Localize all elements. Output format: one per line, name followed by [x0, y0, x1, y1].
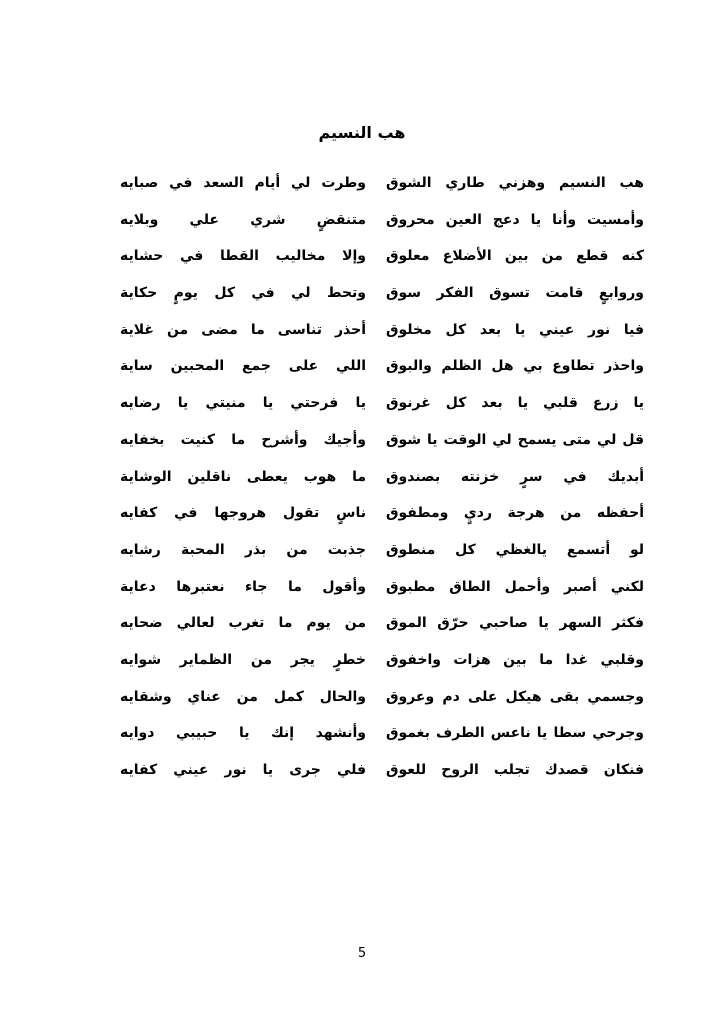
first-hemistich: قل لي متى يسمح لي الوقت يا شوق — [386, 431, 644, 448]
first-hemistich: وجسمي بقى هيكل على دم وعروق — [386, 688, 644, 705]
verse-row — [120, 208, 644, 245]
first-hemistich: هب النسيم وهزني طاري الشوق — [386, 175, 644, 191]
verse-row — [120, 318, 644, 355]
first-hemistich: واحذر تطاوع بي هل الظلم والبوق — [386, 358, 644, 375]
first-hemistich: لكني أصبر وأحمل الطاق مطبوق — [386, 578, 644, 595]
first-hemistich: فكثر السهر يا صاحبي حرّق الموق — [386, 615, 644, 632]
second-hemistich: ما هوب يعطى ناقلين الوشاية — [120, 468, 366, 485]
verse-row — [120, 685, 644, 722]
verse-row — [120, 465, 644, 502]
verse-row — [120, 538, 644, 575]
verse-row — [120, 391, 644, 428]
second-hemistich: وأقول ما جاء نعتبرها دعاية — [120, 578, 366, 595]
first-hemistich: فنكان قصدك تجلب الروح للعوق — [386, 762, 644, 778]
first-hemistich: وروابعٍ قامت تسوق الفكر سوق — [386, 285, 644, 302]
second-hemistich: اللي على جمع المحبين ساية — [120, 358, 366, 375]
second-hemistich: جذبت من بذر المحبة رشايه — [120, 541, 366, 558]
first-hemistich: فيا نور عيني يا بعد كل مخلوق — [386, 321, 644, 338]
second-hemistich: وأنشهد إنك يا حبيبي دوايه — [120, 725, 366, 742]
verse-row — [120, 171, 644, 208]
second-hemistich: فلي جرى يا نور عيني كفايه — [120, 762, 366, 778]
first-hemistich: وجرحي سطا يا ناعس الطرف بغموق — [386, 725, 644, 742]
second-hemistich: أحذر تناسى ما مضى من غلاية — [120, 321, 366, 338]
poem-body — [120, 171, 644, 795]
verse-row — [120, 354, 644, 391]
second-hemistich: ناسٍ تقول هروجها في كفايه — [120, 505, 366, 522]
first-hemistich: كنه قطع من بين الأضلاع معلوق — [386, 248, 644, 265]
verse-row — [120, 758, 644, 795]
second-hemistich: وتحط لي في كل يومٍ حكاية — [120, 285, 366, 302]
verse-row — [120, 611, 644, 648]
poem-title: هب النسيم — [318, 123, 406, 142]
first-hemistich: لو أتسمع يالغظي كل منطوق — [386, 541, 644, 558]
first-hemistich: وقلبي غدا ما بين هزات واخفوق — [386, 651, 644, 668]
first-hemistich: يا زرع قلبي يا بعد كل غرنوق — [386, 395, 644, 412]
second-hemistich: من يوم ما تغرب لعالي ضحايه — [120, 615, 366, 632]
verse-row — [120, 648, 644, 685]
second-hemistich: متنقضٍ شري علي وبلايه — [120, 211, 366, 228]
second-hemistich: وإلا مخاليب القطا في حشايه — [120, 248, 366, 265]
second-hemistich: يا فرحتي يا منيتي يا رضايه — [120, 395, 366, 412]
first-hemistich: وأمسيت وأنا يا دعج العين محروق — [386, 211, 644, 228]
first-hemistich: أحفظه من هرجة رديٍ ومطفوق — [386, 505, 644, 522]
verse-row — [120, 428, 644, 465]
verse-row — [120, 721, 644, 758]
second-hemistich: وأجيك وأشرح ما كنيت بخفايه — [120, 431, 366, 448]
verse-row — [120, 501, 644, 538]
verse-row — [120, 244, 644, 281]
first-hemistich: أبديك في سرٍ خزنته بصندوق — [386, 468, 644, 485]
second-hemistich: والحال كمل من عناي وشقايه — [120, 688, 366, 705]
verse-row — [120, 281, 644, 318]
page-number: 5 — [357, 946, 367, 961]
second-hemistich: وطرت لي أيام السعد في صبايه — [120, 175, 366, 191]
verse-row — [120, 575, 644, 612]
second-hemistich: خطرٍ يجر من الظماير شوايه — [120, 651, 366, 668]
